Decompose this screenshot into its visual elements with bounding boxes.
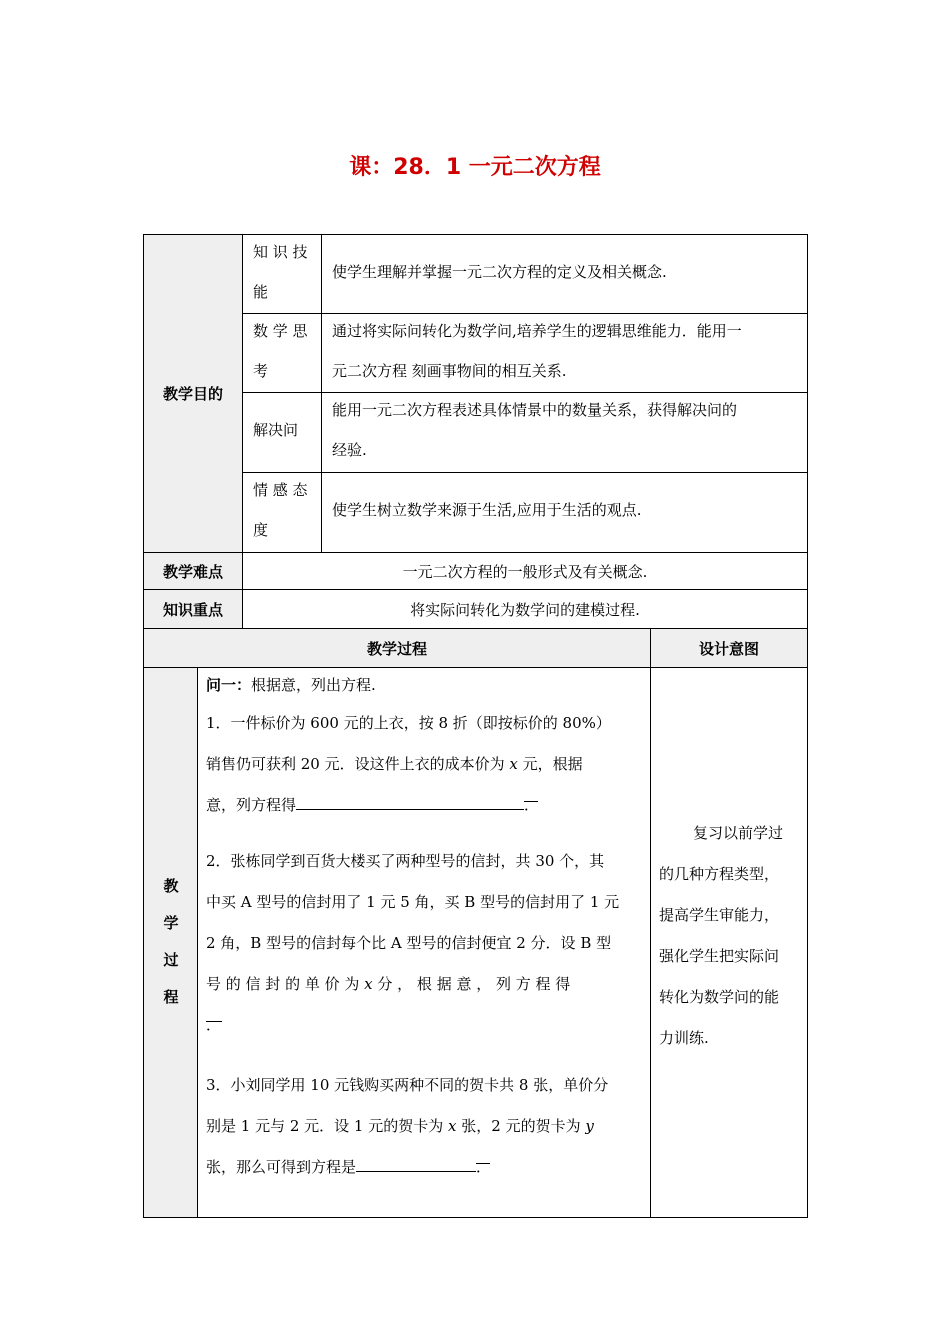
design-header: 设计意图 bbox=[698, 639, 759, 658]
objective-sub-label: 考 bbox=[253, 362, 269, 380]
problem-1-line: 1．一件标价为 600 元的上衣，按 8 折（即按标价的 80%） bbox=[206, 714, 611, 732]
objective-sub-emotion bbox=[242, 472, 322, 553]
process-header-cell bbox=[143, 628, 651, 668]
process-side-cell bbox=[143, 667, 198, 1218]
keypoint-label: 知识重点 bbox=[162, 600, 223, 619]
objective-content: 元二次方程 刻画事物间的相互关系. bbox=[332, 362, 567, 380]
answer-blank-1-end: ． bbox=[524, 785, 538, 802]
answer-blank-3-end: ． bbox=[476, 1147, 490, 1164]
objective-content-knowledge bbox=[321, 234, 808, 314]
problem-2-line: 2 角，B 型号的信封每个比 A 型号的信封便宜 2 分．设 B 型 bbox=[206, 934, 612, 952]
process-side-char: 程 bbox=[163, 988, 179, 1006]
problems-cell bbox=[197, 667, 651, 1218]
problem-2-text: 号 的 信 封 的 单 价 为 bbox=[206, 975, 365, 993]
problem-1-line bbox=[206, 744, 583, 785]
problem-3-text: 张，2 元的贺卡为 bbox=[456, 1117, 586, 1135]
objective-content: 通过将实际问转化为数学问,培养学生的逻辑思维能力．能用一 bbox=[332, 322, 742, 340]
objective-sub-knowledge bbox=[242, 234, 322, 314]
design-intent-line: 强化学生把实际问 bbox=[659, 947, 780, 965]
design-intent-line: 的几种方程类型， bbox=[659, 865, 780, 883]
design-intent-cell bbox=[650, 667, 808, 1218]
design-intent-line: 力训练. bbox=[659, 1029, 709, 1047]
difficulty-label-cell bbox=[143, 552, 243, 590]
answer-blank-3[interactable] bbox=[356, 1155, 476, 1172]
process-side-char: 学 bbox=[163, 914, 179, 932]
objective-content: 能用一元二次方程表述具体情景中的数量关系，获得解决问的 bbox=[332, 401, 738, 419]
keypoint-label-cell bbox=[143, 589, 243, 629]
objectives-label-cell bbox=[143, 234, 243, 553]
objective-content-emotion bbox=[321, 472, 808, 553]
difficulty-content-cell bbox=[242, 552, 808, 590]
design-intent-line: 复习以前学过 bbox=[693, 824, 784, 842]
objective-content-solve bbox=[321, 392, 808, 473]
keypoint-content-cell bbox=[242, 589, 808, 629]
problem-3-line bbox=[206, 1106, 594, 1147]
process-side-char: 过 bbox=[163, 951, 179, 969]
problem-3-line bbox=[206, 1147, 490, 1188]
objective-sub-math bbox=[242, 313, 322, 393]
objective-sub-label: 数 学 思 bbox=[253, 322, 308, 340]
keypoint-content: 将实际问转化为数学问的建模过程. bbox=[410, 600, 640, 619]
problem-2-line: 2．张栋同学到百货大楼买了两种型号的信封，共 30 个，其 bbox=[206, 852, 605, 870]
objective-content-math bbox=[321, 313, 808, 393]
process-header: 教学过程 bbox=[366, 639, 427, 658]
problem-1-text: 意，列方程得 bbox=[206, 796, 297, 814]
objective-sub-label: 情 感 态 bbox=[253, 481, 308, 499]
process-side-char: 教 bbox=[163, 877, 179, 895]
design-header-cell bbox=[650, 628, 808, 668]
problem-2-line bbox=[206, 1005, 222, 1046]
objective-sub-label: 知 识 技 bbox=[253, 243, 308, 261]
page-title: 课：28．1 一元二次方程 bbox=[349, 155, 601, 180]
difficulty-label: 教学难点 bbox=[162, 562, 223, 581]
design-intent-line: 转化为数学问的能 bbox=[659, 988, 780, 1006]
problem-3-var: x bbox=[448, 1117, 457, 1135]
answer-blank-2[interactable]: ． bbox=[206, 1005, 222, 1022]
problem-2-line: 中买 A 型号的信封用了 1 元 5 角，买 B 型号的信封用了 1 元 bbox=[206, 893, 620, 911]
objective-content: 经验. bbox=[332, 441, 367, 459]
objective-sub-label: 能 bbox=[253, 283, 269, 301]
objective-sub-label: 度 bbox=[253, 521, 269, 539]
problem-3-line: 3．小刘同学用 10 元钱购买两种不同的贺卡共 8 张，单价分 bbox=[206, 1076, 609, 1094]
objective-sub-solve bbox=[242, 392, 322, 473]
difficulty-content: 一元二次方程的一般形式及有关概念. bbox=[402, 562, 648, 581]
problem-3-text: 别是 1 元与 2 元．设 1 元的贺卡为 bbox=[206, 1117, 449, 1135]
objective-content: 使学生树立数学来源于生活,应用于生活的观点. bbox=[332, 501, 642, 519]
objectives-label: 教学目的 bbox=[162, 385, 223, 403]
problem-2-text: 分 ， 根 据 意 ， 列 方 程 得 bbox=[372, 975, 571, 993]
problem-2-var: x bbox=[364, 975, 373, 993]
problem-1-var: x bbox=[509, 755, 518, 773]
problem-2-line bbox=[206, 964, 644, 1005]
answer-blank-1[interactable] bbox=[296, 793, 524, 810]
problems-intro bbox=[206, 665, 376, 706]
problems-intro-rest: 根据意，列出方程. bbox=[251, 676, 376, 694]
design-intent-line: 提高学生审能力， bbox=[659, 906, 780, 924]
problem-3-text: 张，那么可得到方程是 bbox=[206, 1158, 357, 1176]
problem-3-var: y bbox=[585, 1117, 594, 1135]
problem-1-text: 元，根据 bbox=[517, 755, 583, 773]
problems-intro-bold: 问一： bbox=[206, 676, 252, 694]
problem-1-line bbox=[206, 785, 538, 826]
objective-sub-label: 解决问 bbox=[253, 421, 299, 439]
objective-content: 使学生理解并掌握一元二次方程的定义及相关概念. bbox=[332, 263, 667, 281]
problem-1-text: 销售仍可获利 20 元．设这件上衣的成本价为 bbox=[206, 755, 510, 773]
